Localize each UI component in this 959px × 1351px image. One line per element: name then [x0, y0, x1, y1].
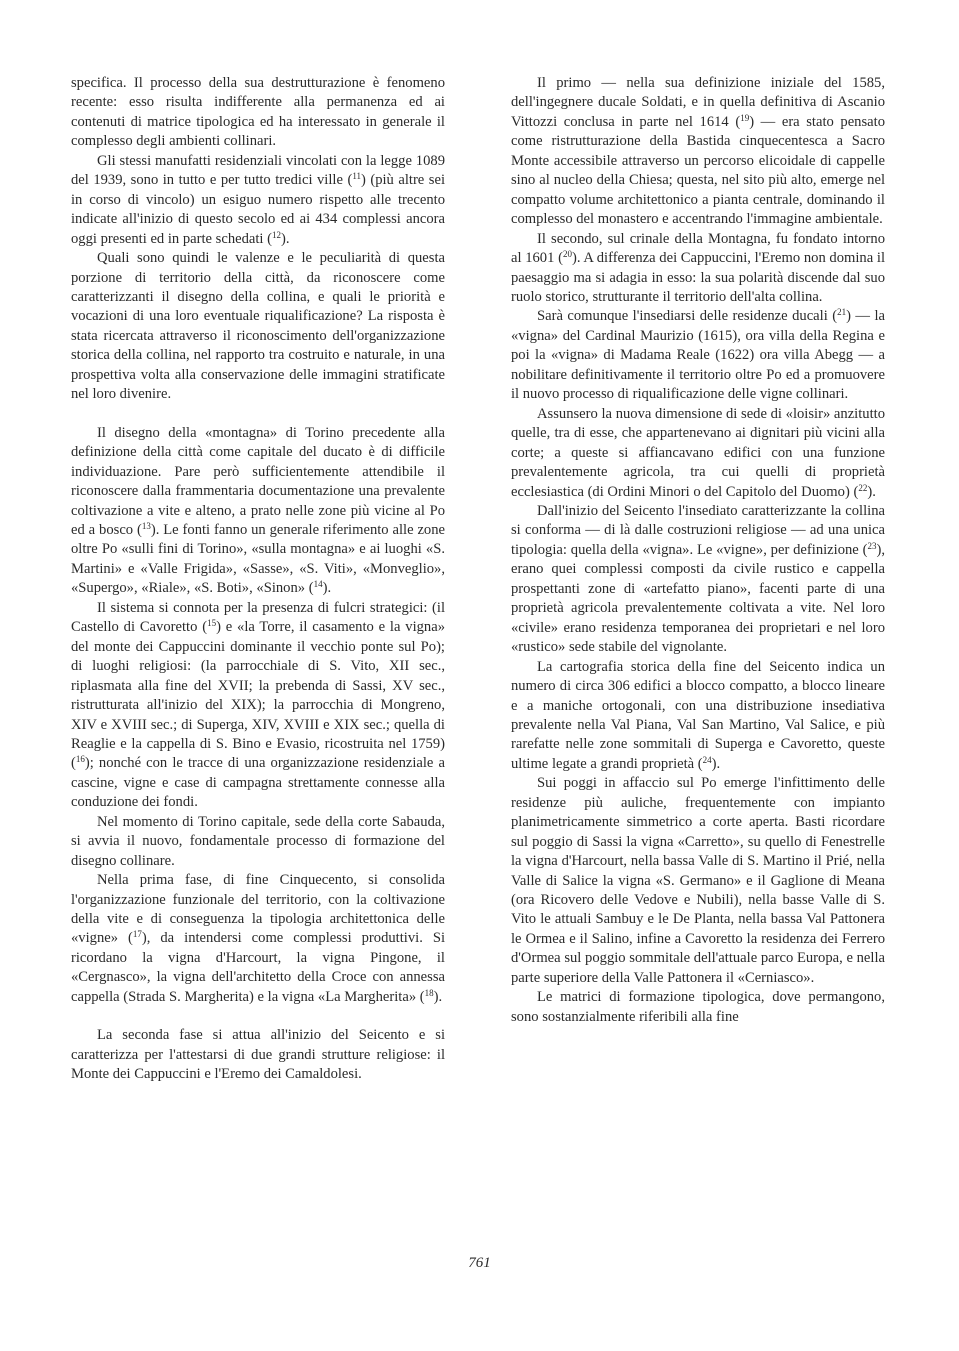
left-text-column — [71, 74, 445, 1085]
paragraph: Gli stessi manufatti residenziali vincolati con la legge 1089 del 1939, sono in tutto e per tutto tredici ville ($^{11}$) (più altre sei in corso di vincolo) un esiguo numero rispetto alle trecento indicate all'inizio di questo secolo ed ai 434 complessi ancora oggi presenti ed in parte schedati ($^{12}$). — [71, 152, 445, 247]
paragraph: Il primo — nella sua definizione iniziale del 1585, dell'ingegnere ducale Soldati, e in quella definitiva di Ascanio Vittozzi conclusa in parte nel 1614 ($^{19}$) — era stato pensato come ristrutturazione della Bastida cinquecentesca a Sacro Monte accessibile attraverso un percorso elicoidale di cappelle sino al nucleo della Chiesa; questa, nel sito più alto, emerge nel compatto volume architettonico a pianta centrale, dominando il complesso del monastero e accentrando l'immagine ambientale. — [511, 75, 885, 228]
paragraph: Dall'inizio del Seicento l'insediato caratterizzante la collina si conforma — di là dalle costruzioni religiose — ad una unica tipologia: quella della «vigna». Le «vigne», per definizione ($^{23}$), erano quei complessi composti da civile rustico e cappella prospettanti zone di «artefatto piano», facenti parte di una proprietà agricola prevalentemente coltivata a vite. Nel loro «civile» erano residenza temporanea dei proprietari e nel loro «rustico» sede stabile del vignolante. — [511, 502, 885, 656]
right-text-column — [511, 74, 885, 1027]
paragraph: Quali sono quindi le valenze e le peculiarità di questa porzione di territorio della città, da riconoscere come caratterizzanti il disegno della collina, e quali le priorità e vocazioni di una loro eventuale riqualificazione? La risposta è stata ricercata attraverso il riconoscimento dell'organizzazione storica della collina, nel rapporto tra costruito e naturale, in una prospettiva volta alla conservazione delle immagini stratificate nel loro divenire. — [71, 250, 445, 403]
footnote-ref: 20 — [562, 249, 572, 260]
footnote-ref: 15 — [207, 618, 217, 629]
footnote-ref: 18 — [424, 987, 434, 998]
page-number: 761 — [468, 1255, 491, 1271]
footnote-ref: 22 — [858, 482, 868, 493]
footnote-ref: 14 — [313, 579, 323, 590]
paragraph: Nella prima fase, di fine Cinquecento, si consolida l'organizzazione funzionale del territorio, con la coltivazione della vite e di conseguenza la tipologia architettonica delle «vigne» ($^{17}$), da intendersi come complessi produttivi. Si ricordano la vigna d'Harcourt, la vigna Pingone, il «Cergnasco», la vigna dell'architetto della Croce con annessa cappella (Strada S. Margherita) e la vigna «La Margherita» ($^{18}$). — [71, 872, 445, 1005]
footnote-ref: 17 — [132, 929, 142, 940]
footnote-ref: 24 — [702, 754, 712, 765]
paragraph: Le matrici di formazione tipologica, dove permangono, sono sostanzialmente riferibili alla fine — [511, 989, 885, 1025]
footnote-ref: 13 — [141, 520, 151, 531]
footnote-ref: 21 — [837, 307, 847, 318]
paragraph: specifica. Il processo della sua destrutturazione è fenomeno recente: esso risulta indifferente alla permanenza ed ai contenuti di matrice tipologica ed ha interessato in generale il complesso degli ambienti collinari. — [71, 75, 445, 150]
footnote-ref: 11 — [352, 171, 361, 182]
paragraph: Il secondo, sul crinale della Montagna, fu fondato intorno al 1601 ($^{20}$). A differenza dei Cappuccini, l'Eremo non domina il paesaggio ma si adagia in esso: la sua polarità discende dal suo ruolo storico, strutturante il territorio dell'alta collina. — [511, 230, 885, 305]
paragraph: Il sistema si connota per la presenza di fulcri strategici: (il Castello di Cavoretto ($^{15}$) e «la Torre, il casamento e la vigna» del monte dei Cappuccini dominante il vecchio ponte sul Po); di luoghi religiosi: (la parrocchiale di S. Vito, XII sec., riplasmata alla fine del XVII; la prebenda di Sassi, XV sec., ristrutturata all'inizio del XIX); la parrocchia di Mongreno, XIV e XVIII sec.; di Superga, XIV, XVIII e XIX sec.; quella di Reaglie e la cappella di S. Bino e Evasio, ricostruita nel 1759) ($^{16}$); nonché con le tracce di una organizzazione residenziale a cascine, vigne e case di campagna strettamente connesse alla conduzione dei fondi. — [71, 599, 445, 811]
footnote-ref: 19 — [740, 112, 750, 123]
footnote-ref: 16 — [75, 754, 85, 765]
paragraph: Nel momento di Torino capitale, sede della corte Sabauda, si avvia il nuovo, fondamentale processo di formazione del disegno collinare. — [71, 813, 445, 869]
footnote-ref: 12 — [272, 229, 281, 240]
paragraph: Il disegno della «montagna» di Torino precedente alla definizione della città come capitale del ducato è di difficile individuazione. Pare però sufficientemente attendibile il riconoscere dalla frammentaria documentazione una prevalente coltivazione a vite e alteno, a prato nelle zone più vicine al Po ed a bosco ($^{13}$). Le fonti fanno un generale riferimento alle zone oltre Po «sulli fini di Torino», «sulla montagna» e ai luoghi «S. Martini» e «Valle Frigida», «Sasse», «S. Viti», «Monveglio», «Supergo», «Riale», «S. Boti», «Sinon» ($^{14}$). — [71, 424, 445, 597]
paragraph: Sui poggi in affaccio sul Po emerge l'infittimento delle residenze più auliche, frequentemente con impianto planimetricamente simmetrico a corte aperta. Basti ricordare sul poggio di Sassi la vigna «Carretto», su quello di Fenestrelle la vigna d'Harcourt, nella bassa Valle di S. Martino il Prié, nella Valle di Salice la vigna «S. Germano» e il Gaglione di Meana (ora Ricovero delle Vedove e Nubili), nella basse Valle di S. Vito le attuali Sambuy e le De Planta, nella bassa Val Pattonera le Ormea e il Salino, infine a Cavoretto la residenza dei Ferrero d'Ormea sul poggio sommitale dell'attuale parco Europa, e nella parte superiore della Valle Pattonera il «Cerniasco». — [511, 775, 885, 986]
footnote-ref: 23 — [867, 540, 877, 551]
paragraph: La cartografia storica della fine del Seicento indica un numero di circa 306 edifici a blocco compatto, a blocco lineare e a maniche ortogonali, con una distribuzione insediativa prevalente nella Val Piana, Val San Martino, Val Salice, e più rarefatte nelle zone sommitali di Superga e Cavoretto, queste ultime legate a grandi proprietà ($^{24}$). — [511, 658, 885, 772]
paragraph: Assunsero la nuova dimensione di sede di «loisir» anzitutto quelle, tra di esse, che appartenevano ai dignitari più vicini alla corte; a queste si affiancavano edifici con una funzione prevalentemente agricola, tra cui quelli di proprietà ecclesiastica (di Ordini Minori o del Capitolo del Duomo) ($^{22}$). — [511, 405, 885, 500]
paragraph: Sarà comunque l'insediarsi delle residenze ducali ($^{21}$) — la «vigna» del Cardinal Maurizio (1615), ora villa della Regina e poi la «vigna» di Madama Reale (1622) ora villa Abegg — a nobilitare definitivamente il territorio oltre Po ed a promuovere il nuovo processo di riqualificazione delle vigne collinari. — [511, 307, 885, 403]
paragraph: La seconda fase si attua all'inizio del Seicento e si caratterizza per l'attestarsi di due grandi strutture religiose: il Monte dei Cappuccini e l'Eremo dei Camaldolesi. — [71, 1027, 445, 1083]
